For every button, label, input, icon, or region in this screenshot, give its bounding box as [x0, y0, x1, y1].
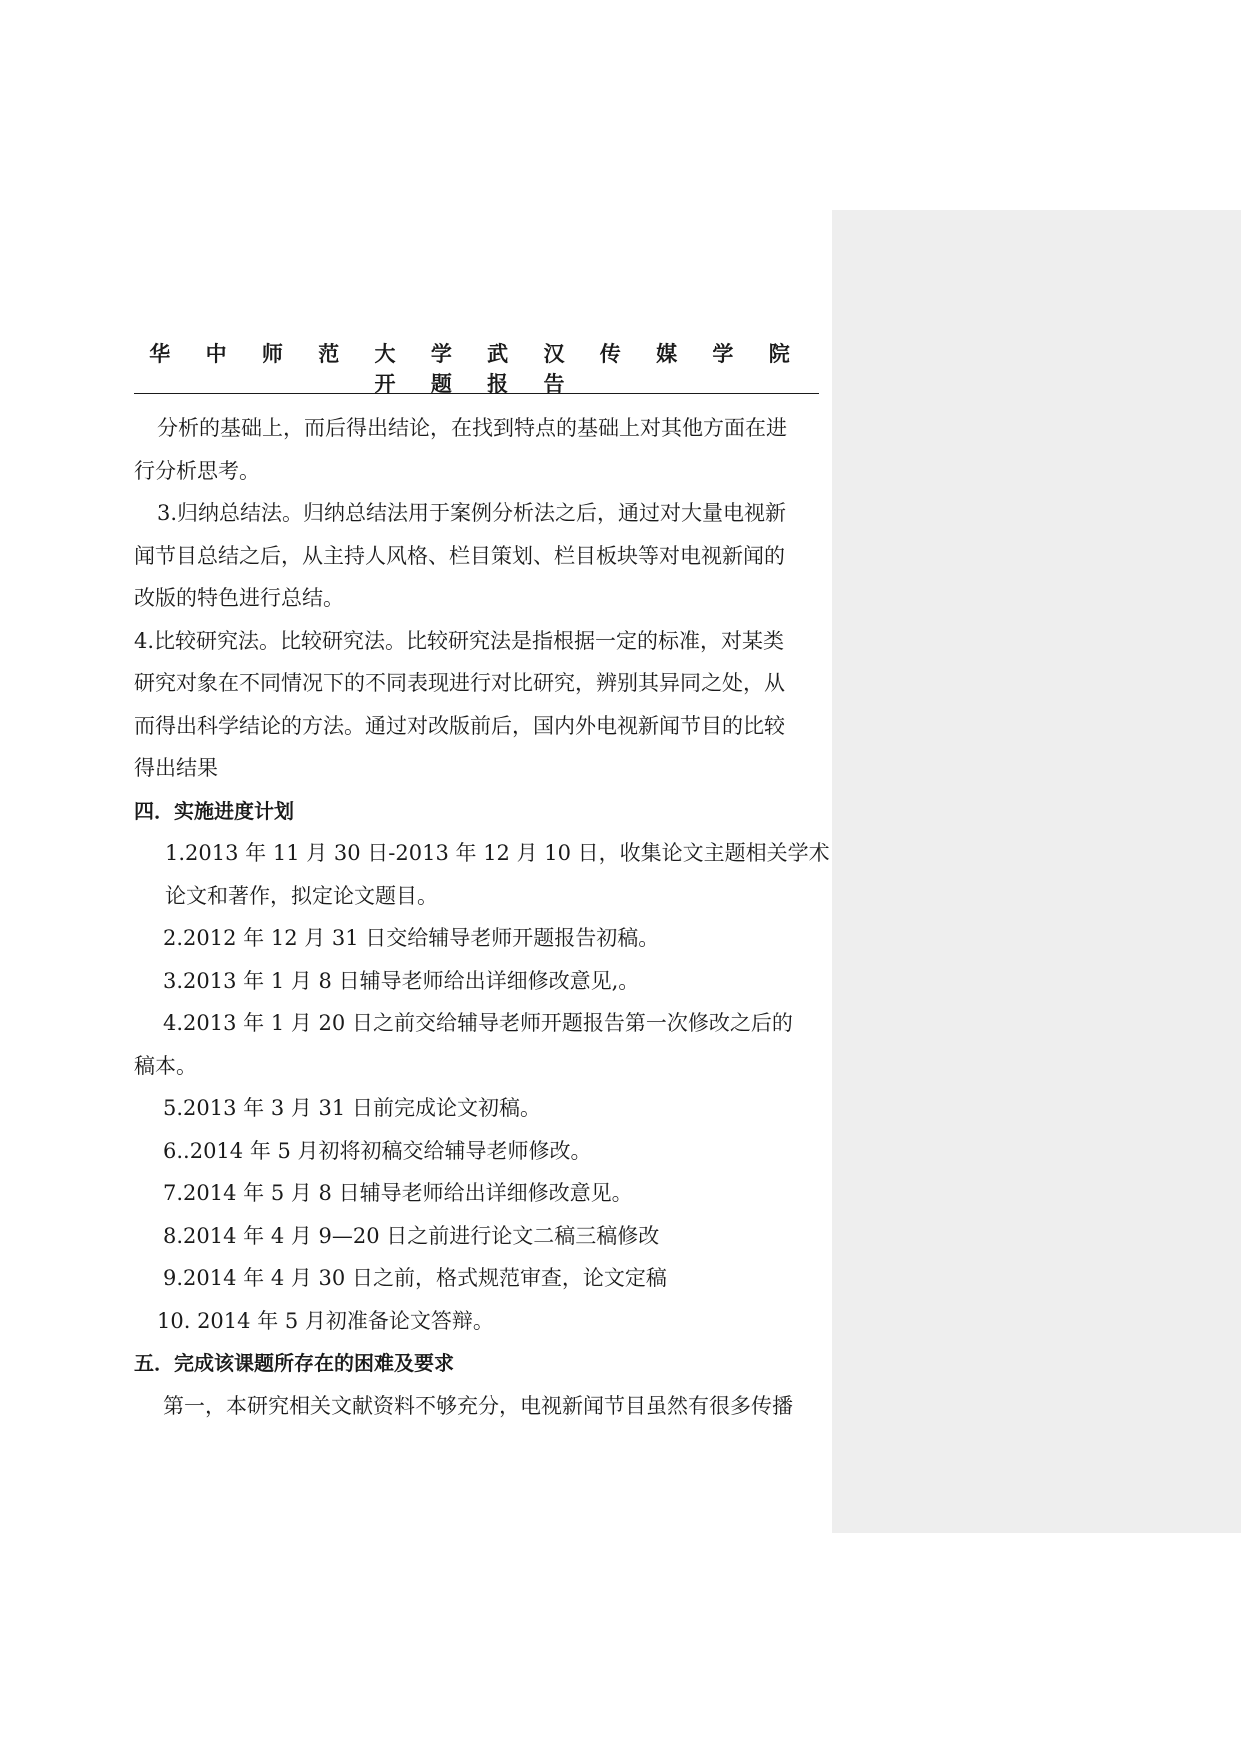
schedule-item: 5.2013 年 3 月 31 日前完成论文初稿。: [163, 1096, 541, 1120]
page-header-title: 华 中 师 范 大 学 武 汉 传 媒 学 院 开 题 报 告: [149, 342, 804, 396]
comment-margin-pane: [832, 210, 1241, 1533]
schedule-item: 10. 2014 年 5 月初准备论文答辩。: [157, 1308, 494, 1333]
schedule-item: 2.2012 年 12 月 31 日交给辅导老师开题报告初稿。: [163, 926, 660, 950]
paragraph-line: 改版的特色进行总结。: [134, 586, 344, 610]
schedule-item: 9.2014 年 4 月 30 日之前，格式规范审查，论文定稿: [163, 1266, 667, 1290]
schedule-item: 4.2013 年 1 月 20 日之前交给辅导老师开题报告第一次修改之后的: [163, 1011, 793, 1035]
schedule-item: 论文和著作，拟定论文题目。: [165, 883, 438, 908]
paragraph-line: 第一，本研究相关文献资料不够充分，电视新闻节目虽然有很多传播: [163, 1393, 793, 1418]
header-divider: [134, 393, 819, 394]
paragraph-line: 而得出科学结论的方法。通过对改版前后，国内外电视新闻节目的比较: [134, 713, 785, 738]
section-heading-difficulties: 五．完成该课题所存在的困难及要求: [134, 1351, 454, 1375]
schedule-item: 稿本。: [134, 1053, 197, 1078]
paragraph-line: 行分析思考。: [134, 458, 260, 483]
document-body: [134, 407, 830, 1427]
paragraph-line: 闻节目总结之后，从主持人风格、栏目策划、栏目板块等对电视新闻的: [134, 543, 785, 568]
paragraph-line: 研究对象在不同情况下的不同表现进行对比研究，辨别其异同之处，从: [134, 671, 785, 695]
paragraph-line: 4.比较研究法。比较研究法。比较研究法是指根据一定的标准，对某类: [134, 628, 785, 653]
schedule-item: 3.2013 年 1 月 8 日辅导老师给出详细修改意见,。: [163, 968, 640, 993]
schedule-item: 7.2014 年 5 月 8 日辅导老师给出详细修改意见。: [163, 1181, 633, 1205]
schedule-item: 1.2013 年 11 月 30 日-2013 年 12 月 10 日，收集论文主题相关学术: [165, 841, 830, 865]
schedule-item: 6..2014 年 5 月初将初稿交给辅导老师修改。: [163, 1138, 592, 1163]
schedule-item: 8.2014 年 4 月 9—20 日之前进行论文二稿三稿修改: [163, 1223, 660, 1248]
paragraph-line: 分析的基础上，而后得出结论，在找到特点的基础上对其他方面在进: [157, 416, 787, 440]
paragraph-line: 得出结果: [134, 756, 218, 780]
section-heading-schedule: 四．实施进度计划: [134, 798, 294, 823]
paragraph-line: 3.归纳总结法。归纳总结法用于案例分析法之后，通过对大量电视新: [157, 501, 787, 525]
